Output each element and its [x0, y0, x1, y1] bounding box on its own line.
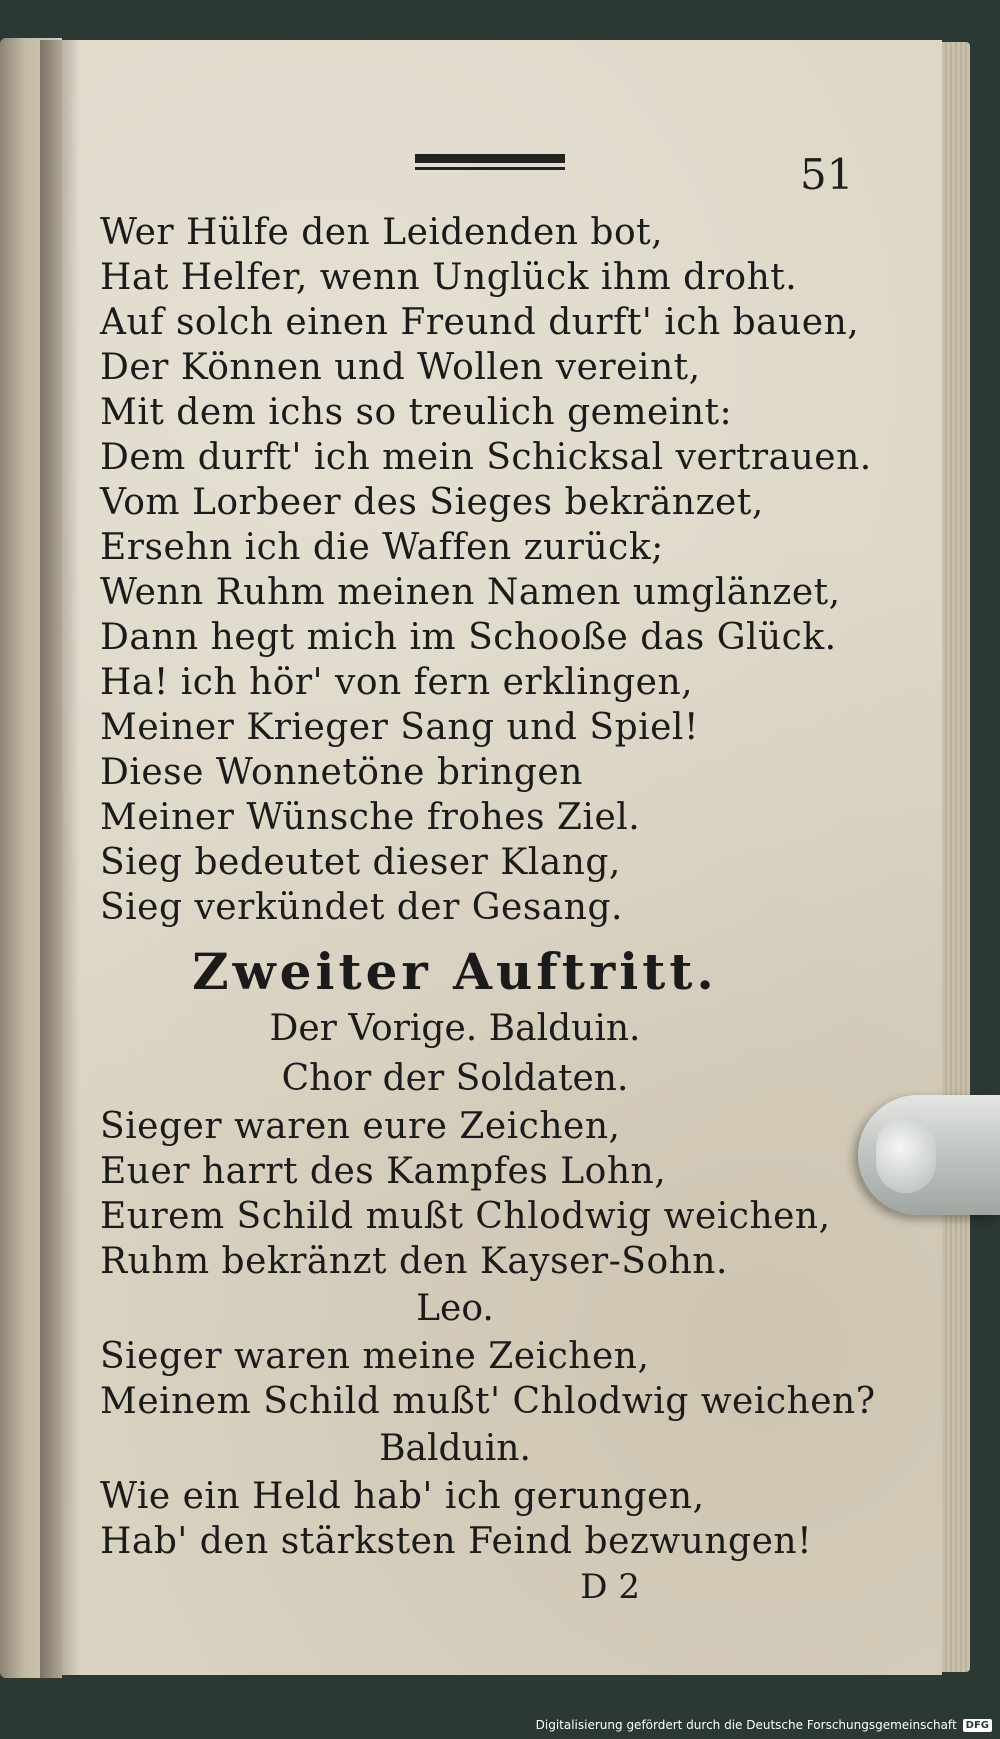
verse-line: Ersehn ich die Waffen zurück;: [100, 527, 664, 568]
dfg-logo-icon: DFG: [963, 1719, 992, 1732]
verse-line: Mit dem ichs so treulich gemeint:: [100, 392, 733, 433]
verse-line: Hab' den stärksten Feind bezwungen!: [100, 1521, 813, 1562]
footer-text: Digitalisierung gefördert durch die Deutsche Forschungsgemeinschaft: [535, 1718, 957, 1732]
signature-mark: D 2: [580, 1567, 640, 1607]
page-clip: [858, 1095, 1000, 1215]
verse-line: Sieger waren meine Zeichen,: [100, 1336, 650, 1377]
verse-line: Sieg verkündet der Gesang.: [100, 887, 623, 928]
verse-line: Euer harrt des Kampfes Lohn,: [100, 1151, 667, 1192]
verse-line: Vom Lorbeer des Sieges bekränzet,: [100, 482, 764, 523]
verse-line: Auf solch einen Freund durft' ich bauen,: [100, 302, 860, 343]
verse-line: Wenn Ruhm meinen Namen umglänzet,: [100, 572, 841, 613]
verse-line: Wer Hülfe den Leidenden bot,: [100, 212, 664, 253]
speaker-leo: Leo.: [416, 1288, 494, 1329]
verse-line: Meiner Krieger Sang und Spiel!: [100, 707, 699, 748]
chorus-stanza: [100, 1104, 890, 1284]
leo-stanza: [100, 1334, 890, 1424]
verse-line: Ruhm bekränzt den Kayser-Sohn.: [100, 1241, 728, 1282]
verse-line: Wie ein Held hab' ich gerungen,: [100, 1476, 705, 1517]
header-rule-ornament: [415, 150, 565, 178]
verse-line: Dann hegt mich im Schooße das Glück.: [100, 617, 837, 658]
verse-line: Sieger waren eure Zeichen,: [100, 1106, 621, 1147]
verse-line: Eurem Schild mußt Chlodwig weichen,: [100, 1196, 831, 1237]
speaker-balduin: Balduin.: [379, 1428, 531, 1469]
verse-line: Hat Helfer, wenn Unglück ihm droht.: [100, 257, 798, 298]
verse-line: Diese Wonnetöne bringen: [100, 752, 583, 793]
gutter-shadow: [40, 40, 80, 1680]
speaker-chorus: Chor der Soldaten.: [281, 1058, 629, 1099]
scene-title: Zweiter Auftritt.: [192, 942, 718, 1001]
text-block: [100, 210, 890, 1610]
verse-line: Meinem Schild mußt' Chlodwig weichen?: [100, 1381, 876, 1422]
page-stack-edge: [942, 42, 970, 1672]
balduin-stanza: [100, 1474, 890, 1564]
verse-line: Dem durft' ich mein Schicksal vertrauen.: [100, 437, 872, 478]
footer-credit: [536, 1714, 992, 1736]
page-number: 51: [800, 150, 854, 199]
verse-line: Ha! ich hör' von fern erklingen,: [100, 662, 694, 703]
verse-line: Sieg bedeutet dieser Klang,: [100, 842, 621, 883]
scene-characters: Der Vorige. Balduin.: [269, 1008, 641, 1049]
verse-line: Meiner Wünsche frohes Ziel.: [100, 797, 641, 838]
verse-line: Der Können und Wollen vereint,: [100, 347, 701, 388]
verse-stanza: [100, 210, 890, 930]
